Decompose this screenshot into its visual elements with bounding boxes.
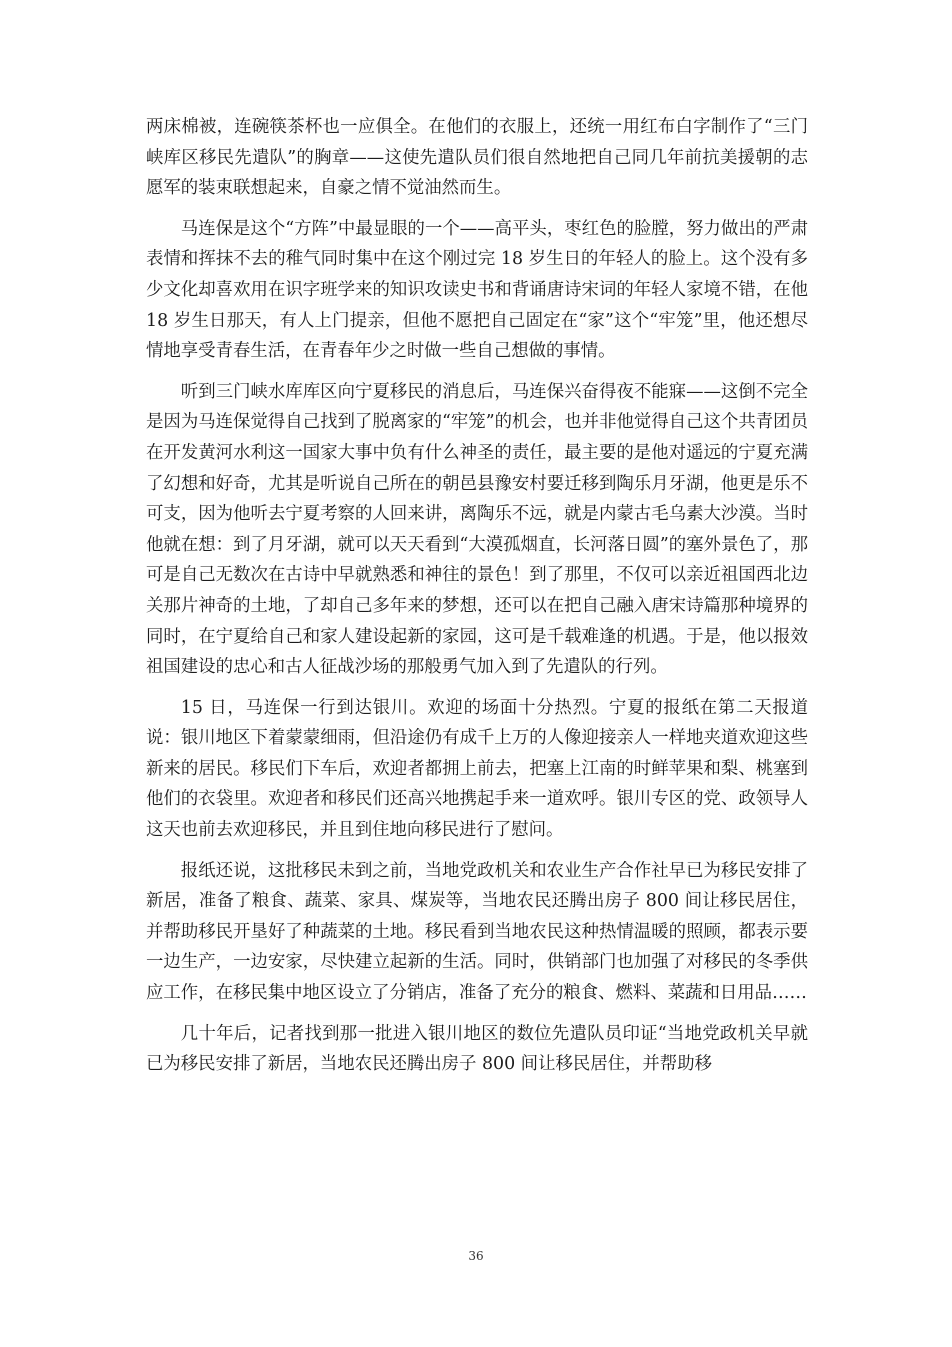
page-number: 36 xyxy=(468,1249,484,1263)
paragraph: 几十年后，记者找到那一批进入银川地区的数位先遣队员印证“当地党政机关早就已为移民安排了新居，当地农民还腾出房子 800 间让移民居住，并帮助移 xyxy=(146,1023,808,1075)
paragraph-continuation: 两床棉被，连碗筷茶杯也一应俱全。在他们的衣服上，还统一用红布白字制作了“三门峡库区移民先遣队”的胸章——这使先遣队员们很自然地把自己同几年前抗美援朝的志愿军的装束联想起来，自豪之情不觉油然而生。 xyxy=(146,117,808,199)
body-text xyxy=(146,112,808,1090)
paragraph: 报纸还说，这批移民未到之前，当地党政机关和农业生产合作社早已为移民安排了新居，准备了粮食、蔬菜、家具、煤炭等，当地农民还腾出房子 800 间让移民居住，并帮助移民开垦好了种蔬菜的土地。移民看到当地农民这种热情温暖的照顾，都表示要一边生产，一边安家，尽快建立起新的生活。同时，供销部门也加强了对移民的冬季供应工作，在移民集中地区设立了分销店，准备了充分的粮食、燃料、菜蔬和日用品…… xyxy=(146,860,808,1004)
paragraph: 听到三门峡水库库区向宁夏移民的消息后，马连保兴奋得夜不能寐——这倒不完全是因为马连保觉得自己找到了脱离家的“牢笼”的机会，也并非他觉得自己这个共青团员在开发黄河水利这一国家大事中负有什么神圣的责任，最主要的是他对遥远的宁夏充满了幻想和好奇，尤其是听说自己所在的朝邑县豫安村要迁移到陶乐月牙湖，他更是乐不可支，因为他听去宁夏考察的人回来讲，离陶乐不远，就是内蒙古毛乌素大沙漠。当时他就在想：到了月牙湖，就可以天天看到“大漠孤烟直，长河落日圆”的塞外景色了，那可是自己无数次在古诗中早就熟悉和神往的景色！到了那里，不仅可以亲近祖国西北边关那片神奇的土地，了却自己多年来的梦想，还可以在把自己融入唐宋诗篇那种境界的同时，在宁夏给自己和家人建设起新的家园，这可是千载难逢的机遇。于是，他以报效祖国建设的忠心和古人征战沙场的那般勇气加入到了先遣队的行列。 xyxy=(146,381,808,678)
paragraph: 马连保是这个“方阵”中最显眼的一个——高平头，枣红色的脸膛，努力做出的严肃表情和挥抹不去的稚气同时集中在这个刚过完 18 岁生日的年轻人的脸上。这个没有多少文化却喜欢用在识字班学来的知识攻读史书和背诵唐诗宋词的年轻人家境不错，在他 18 岁生日那天，有人上门提亲，但他不愿把自己固定在“家”这个“牢笼”里，他还想尽情地享受青春生活，在青春年少之时做一些自己想做的事情。 xyxy=(146,218,808,362)
paragraph: 15 日，马连保一行到达银川。欢迎的场面十分热烈。宁夏的报纸在第二天报道说：银川地区下着蒙蒙细雨，但沿途仍有成千上万的人像迎接亲人一样地夹道欢迎这些新来的居民。移民们下车后，欢迎者都拥上前去，把塞上江南的时鲜苹果和梨、桃塞到他们的衣袋里。欢迎者和移民们还高兴地携起手来一道欢呼。银川专区的党、政领导人这天也前去欢迎移民，并且到住地向移民进行了慰问。 xyxy=(146,697,808,841)
